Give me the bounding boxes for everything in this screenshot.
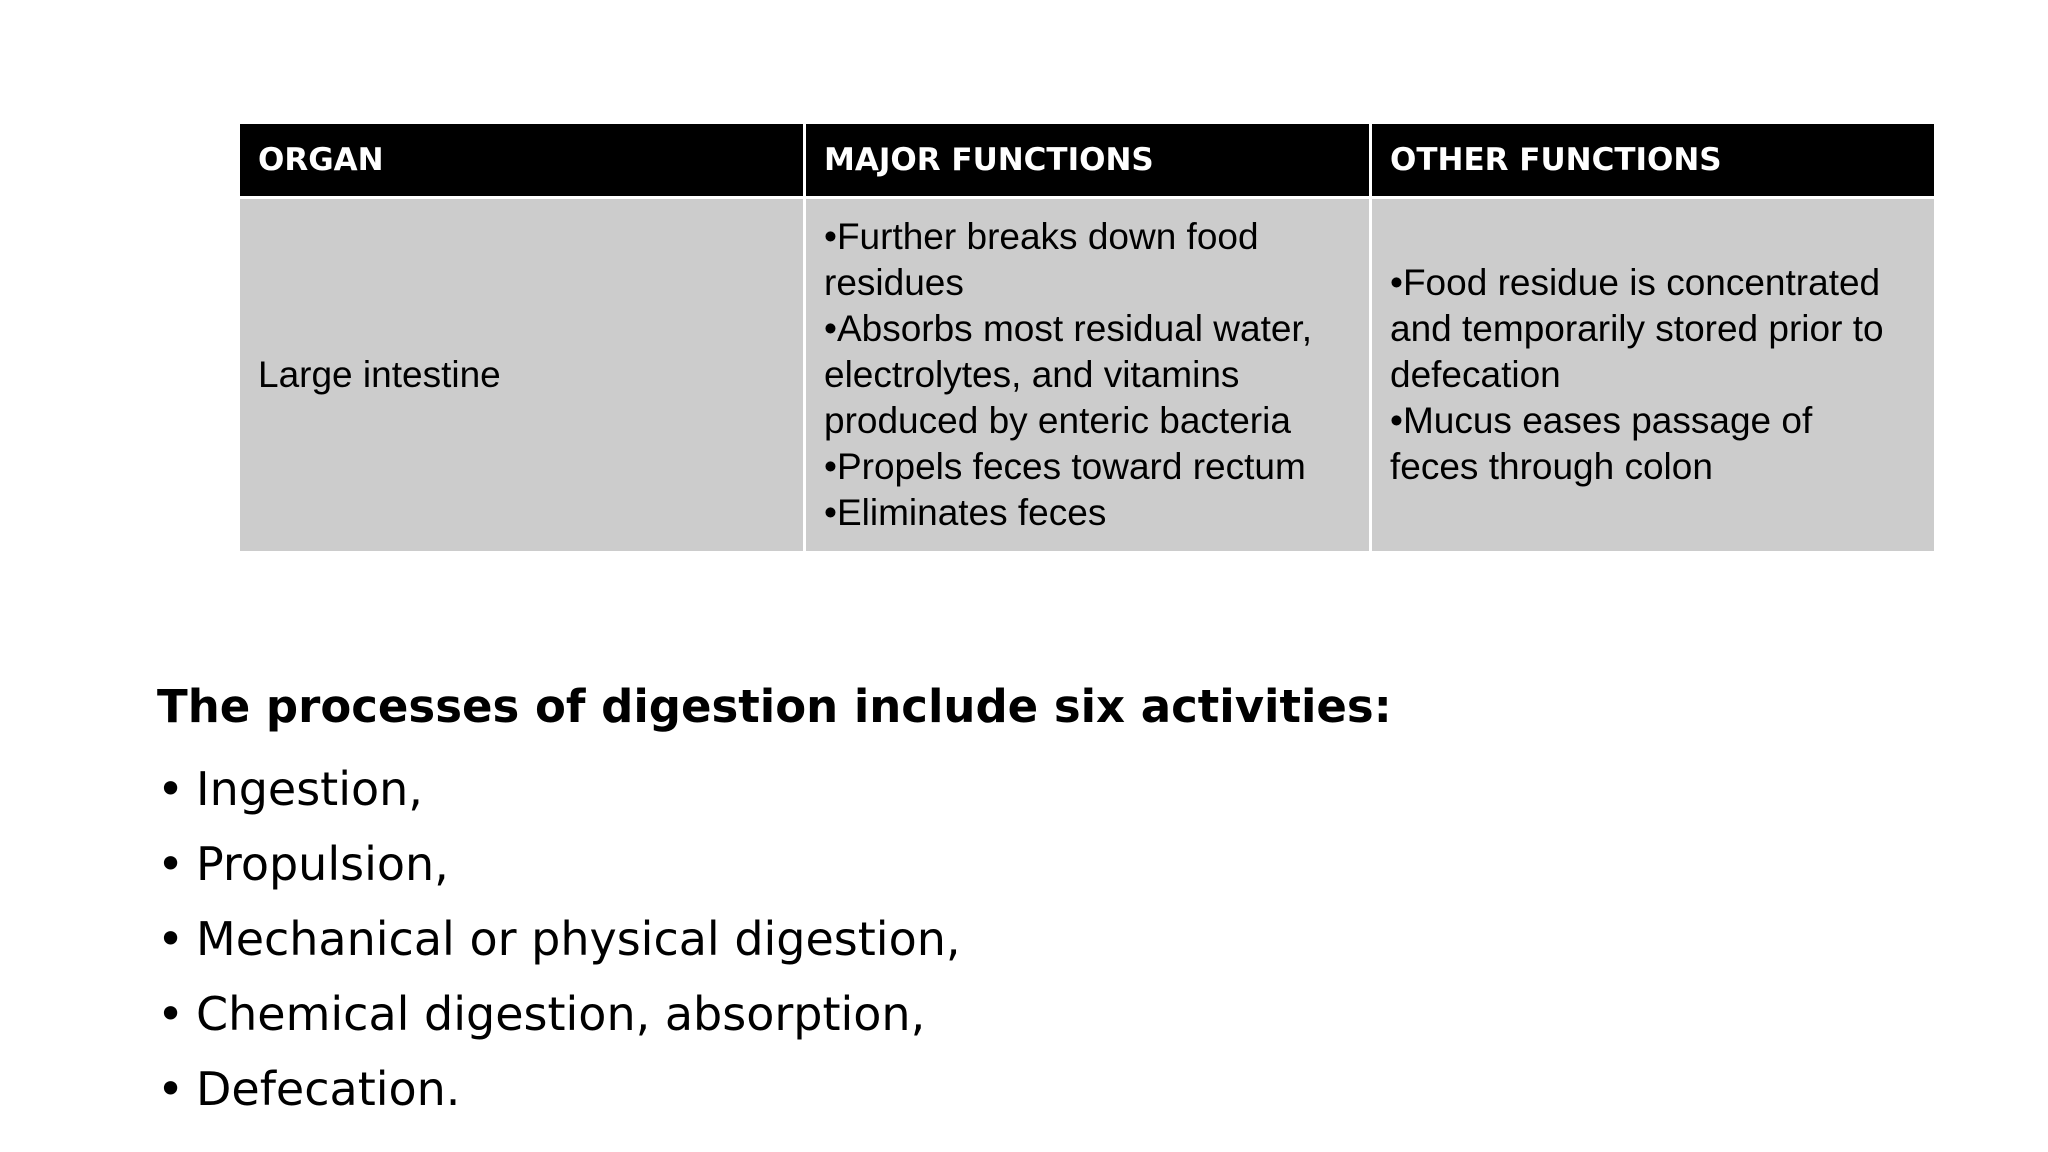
list-item-text: Mechanical or physical digestion, <box>196 912 961 966</box>
list-item-text: Propulsion, <box>196 837 449 891</box>
major-functions-cell <box>805 198 1371 553</box>
other-function-line: •Food residue is concentrated <box>1390 262 1881 303</box>
bullet: • <box>157 1062 185 1116</box>
major-function-line: •Eliminates feces <box>824 492 1107 533</box>
header-other-functions: OTHER FUNCTIONS <box>1371 123 1936 198</box>
list-item <box>157 977 961 1052</box>
bullet: • <box>157 912 185 966</box>
other-function-line: and temporarily stored prior to <box>1390 308 1884 349</box>
major-function-line: •Further breaks down food <box>824 216 1259 257</box>
other-functions-cell <box>1371 198 1936 553</box>
list-item-text: Ingestion, <box>196 762 423 816</box>
bullet: • <box>157 987 185 1041</box>
table-header-row <box>239 123 1936 198</box>
bullet: • <box>157 762 185 816</box>
list-item <box>157 1052 961 1127</box>
bullet: • <box>157 837 185 891</box>
list-item <box>157 902 961 977</box>
organ-cell: Large intestine <box>239 198 805 553</box>
header-major-functions: MAJOR FUNCTIONS <box>805 123 1371 198</box>
list-item-text: Defecation. <box>196 1062 461 1116</box>
digestion-activity-list <box>157 752 961 1127</box>
major-function-line: produced by enteric bacteria <box>824 400 1291 441</box>
header-organ: ORGAN <box>239 123 805 198</box>
list-item-text: Chemical digestion, absorption, <box>196 987 926 1041</box>
table-row <box>239 198 1936 553</box>
other-function-line: feces through colon <box>1390 446 1713 487</box>
other-function-line: •Mucus eases passage of <box>1390 400 1813 441</box>
other-function-line: defecation <box>1390 354 1561 395</box>
organ-functions-table <box>237 121 1937 554</box>
major-function-line: •Propels feces toward rectum <box>824 446 1306 487</box>
digestion-heading: The processes of digestion include six activities: <box>157 680 1392 733</box>
major-function-line: •Absorbs most residual water, <box>824 308 1312 349</box>
list-item <box>157 752 961 827</box>
list-item <box>157 827 961 902</box>
major-function-line: electrolytes, and vitamins <box>824 354 1240 395</box>
major-function-line: residues <box>824 262 964 303</box>
